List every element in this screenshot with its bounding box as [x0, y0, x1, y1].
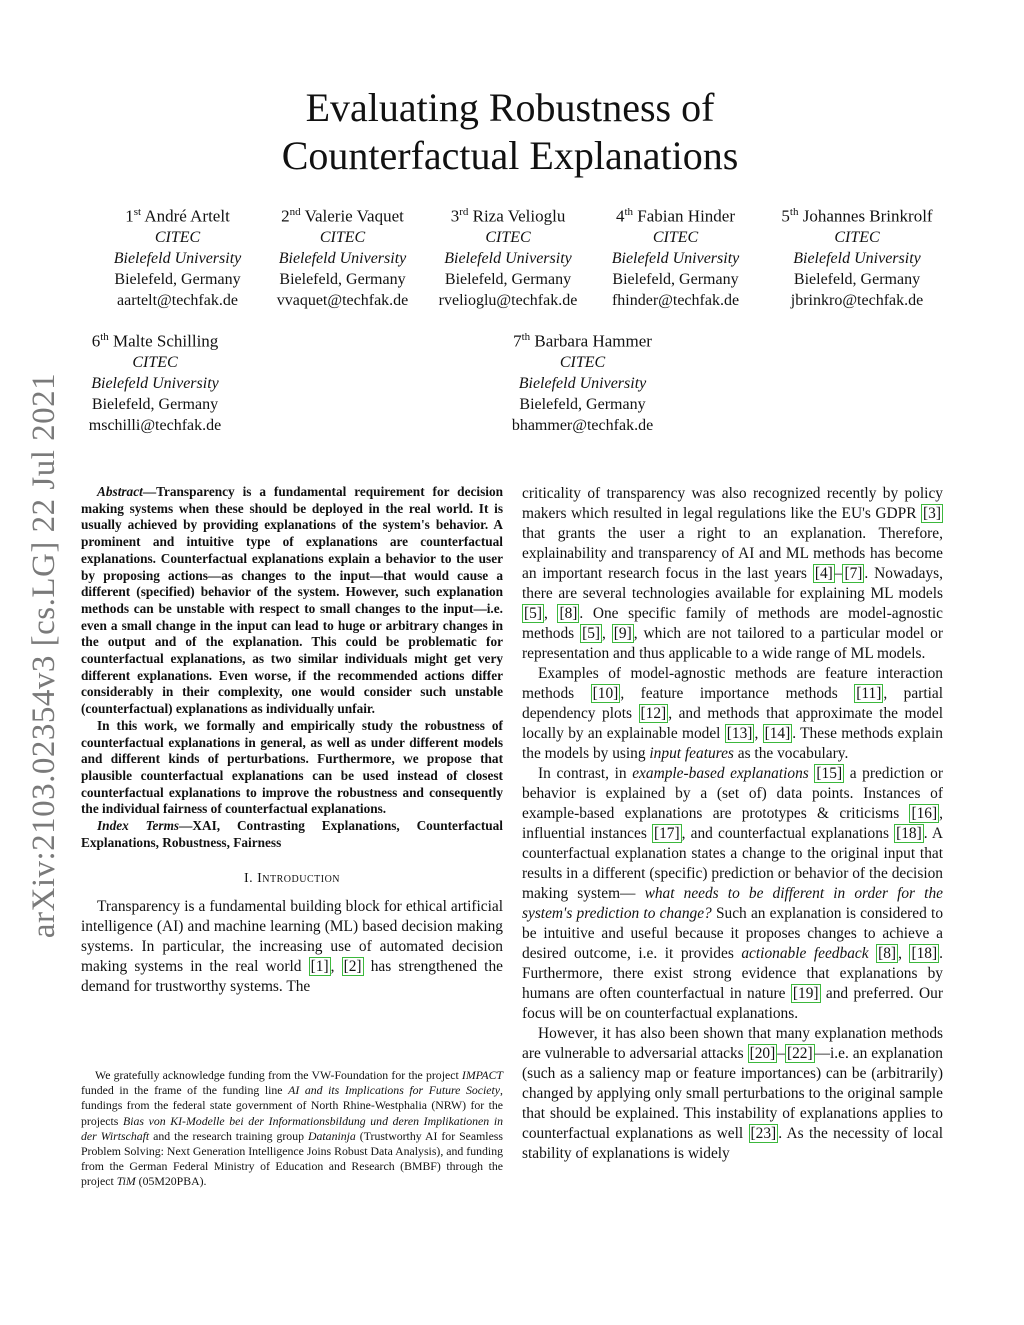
citation-link[interactable]: [11]	[856, 685, 882, 702]
abstract-paragraph-2	[81, 718, 503, 818]
author-location: Bielefeld, Germany	[612, 270, 739, 288]
abstract-paragraph	[81, 484, 503, 718]
abstract-label: Abstract	[97, 484, 143, 499]
author-org: CITEC	[132, 353, 178, 371]
author-block-2	[265, 202, 420, 311]
citation-link[interactable]: [3]	[923, 505, 941, 522]
author-university: Bielefeld University	[793, 249, 921, 267]
arxiv-stamp	[20, 370, 70, 940]
citation-link[interactable]: [1]	[310, 958, 329, 976]
paper-title	[160, 84, 860, 180]
citation-link[interactable]: [18]	[896, 825, 922, 842]
right-column	[522, 484, 943, 1164]
citation-link[interactable]: [14]	[764, 725, 791, 742]
author-name-line: 6th Malte Schilling	[91, 331, 219, 351]
section-title: Introduction	[257, 871, 341, 887]
author-block-4	[598, 202, 753, 311]
title-line-1: Evaluating Robustness of	[305, 85, 715, 130]
left-column	[81, 484, 503, 997]
author-email: rvelioglu@techfak.de	[438, 291, 578, 309]
citation-link[interactable]: [15]	[816, 765, 843, 782]
author-name: Johannes Brinkrolf	[802, 206, 933, 226]
author-name-line: 2nd Valerie Vaquet	[281, 206, 404, 226]
citation-link[interactable]: [17]	[653, 825, 680, 842]
author-org: CITEC	[319, 228, 366, 246]
abstract-text: —Transparency is a fundamental requirement for decision making systems when these should be deployed in the real world. It is usually achieved by providing explanations of the system's behavior. A prominent and intuitive type of explanations are counterfactual explanations. Counterfactual explanations explain a behavior to the user by proposing actions—as changes to the input—that would cause a different (specified) behavior of the system. However, such explanation methods can be unstable with respect to small changes to the input—i.e. even a small change in the input can lead to huge or arbitrary changes in the output and of the explanation. This could be problematic for counterfactual explanations, as two similar individuals might get very different explanations. Even worse, if the recommended actions differ considerably in their complexity, one would consider such unstable (counterfactual) explanations as individually unfair.	[81, 484, 503, 717]
citation-link[interactable]: [13]	[726, 725, 753, 742]
title-line-2: Counterfactual Explanations	[281, 133, 739, 178]
author-email: fhinder@techfak.de	[611, 291, 740, 309]
author-location: Bielefeld, Germany	[444, 270, 572, 288]
author-org: CITEC	[559, 353, 606, 371]
author-org: CITEC	[834, 228, 880, 246]
author-block-6	[75, 327, 235, 436]
author-university: Bielefeld University	[113, 249, 242, 267]
citation-link[interactable]: [18]	[911, 945, 938, 962]
author-location: Bielefeld, Germany	[114, 270, 241, 288]
author-name-line: 5th Johannes Brinkrolf	[781, 206, 933, 226]
abstract-text-2: In this work, we formally and empirically study the robustness of counterfactual explanations in general, as well as under different models and different kinds of perturbations. Furthermore, we propose that plausible counterfactual explanations can be used instead of closest counterfactual explanations to improve the robustness and consequently the individual fairness of counterfactual explanations.	[81, 717, 503, 817]
citation-link[interactable]: [23]	[750, 1125, 777, 1142]
citation-link[interactable]: [8]	[559, 605, 578, 622]
body-paragraph: Examples of model-agnostic methods are feature interaction methods [10] , feature importance methods [11] , partial dependency plots [12] , and methods that approximate the model locally by an explainable model [13] , [14] . These methods explain the models by using input features as the vocabulary.	[522, 665, 943, 762]
body-paragraph: In contrast, in example-based explanations [15] a prediction or behavior is explained by a (set of) data points. Instances of example-based explanations are prototypes & criticisms [16] , influential instances [17] , and counterfactual explanations [18] . A counterfactual explanation states a change to the original input that results in a different (specific) prediction or behavior of the decision making system— what needs to be different in order for the system's prediction to change? Such an explanation is considered to be intuitive and useful because it proposes changes to achieve a desired outcome, i.e. it provides actionable feedback [8] , [18] . Furthermore, there exist strong evidence that explanations by humans are often counterfactual in nature [19] and preferred. Our focus will be on counterfactual explanations.	[522, 765, 944, 1022]
author-location: Bielefeld, Germany	[519, 395, 646, 413]
body-paragraph: criticality of transparency was also recognized recently by policy makers which resulted in legal regulations like the EU's GDPR [3] that grants the user a right to an explanation. Therefore, explainability and transparency of AI and ML methods has become an important research focus in the last years [4] – [7] . Nowadays, there are several technologies available for explaining ML models [5] , [8] . One specific family of methods are model-agnostic methods [5] , [9] , which are not tailored to a particular model or representation and thus applicable to a wide range of ML models.	[522, 485, 943, 662]
author-email: aartelt@techfak.de	[117, 291, 238, 309]
author-block-5	[762, 202, 952, 311]
author-email: mschilli@techfak.de	[88, 416, 222, 434]
author-location: Bielefeld, Germany	[279, 270, 406, 288]
citation-link[interactable]: [5]	[524, 605, 542, 622]
author-location: Bielefeld, Germany	[91, 395, 219, 413]
author-email: bhammer@techfak.de	[511, 416, 654, 434]
citation-link[interactable]: [22]	[786, 1045, 813, 1062]
author-university: Bielefeld University	[91, 374, 219, 392]
author-university: Bielefeld University	[444, 249, 572, 267]
author-block-7	[500, 327, 665, 436]
author-name: Valerie Vaquet	[304, 206, 404, 226]
author-org: CITEC	[485, 228, 531, 246]
author-name: Barbara Hammer	[534, 331, 652, 351]
author-university: Bielefeld University	[611, 249, 740, 267]
author-block-3	[428, 202, 588, 311]
citation-link[interactable]: [2]	[343, 958, 362, 976]
author-name: Malte Schilling	[113, 331, 219, 351]
author-university: Bielefeld University	[278, 249, 407, 267]
index-terms-text: —XAI, Contrasting Explanations, Counterfactual Explanations, Robustness, Fairness	[81, 818, 503, 850]
section-number: I.	[243, 871, 254, 887]
section-heading-introduction	[81, 871, 503, 887]
author-name-line: 4th Fabian Hinder	[615, 206, 736, 226]
index-terms	[81, 818, 503, 851]
citation-link[interactable]: [16]	[911, 805, 938, 822]
citation-link[interactable]: [20]	[749, 1045, 776, 1062]
author-email: vvaquet@techfak.de	[276, 291, 409, 309]
author-org: CITEC	[154, 228, 201, 246]
author-org: CITEC	[652, 228, 699, 246]
author-email: jbrinkro@techfak.de	[790, 291, 924, 309]
author-name: Fabian Hinder	[637, 206, 736, 226]
arxiv-id: arXiv:2103.02354v3 [cs.LG] 22 Jul 2021	[26, 372, 63, 938]
index-terms-label: Index Terms	[97, 818, 180, 834]
funding-footnote: We gratefully acknowledge funding from the VW-Foundation for the project IMPACT funded in the frame of the funding line AI and its Implications for Future Society, fundings from the federal state government of North Rhine-Westphalia (NRW) for the projects Bias von KI-Modelle bei der Informationsbildung und deren Implikationen in der Wirtschaft and the research training group Dataninja (Trustworthy AI for Seamless Problem Solving: Next Generation Intelligence Joins Robust Data Analysis), and funding from the German Federal Ministry of Education and Research (BMBF) through the project TiM (05M20PBA).	[81, 1068, 503, 1189]
author-name: André Artelt	[144, 206, 230, 226]
author-name-line: 3rd Riza Velioglu	[450, 206, 566, 226]
author-name-line: 1st André Artelt	[125, 206, 230, 226]
author-university: Bielefeld University	[518, 374, 647, 392]
citation-link[interactable]: [10]	[592, 685, 619, 702]
citation-link[interactable]: [5]	[582, 625, 601, 642]
citation-link[interactable]: [4]	[814, 565, 833, 582]
citation-link[interactable]: [12]	[640, 705, 667, 722]
body-paragraph: However, it has also been shown that many explanation methods are vulnerable to adversarial attacks [20] – [22] —i.e. an explanation (such as a saliency map or feature importances) can be (arbitrarily) changed by applying only small perturbations to the original sample that should be explained. This instability of explanations applies to counterfactual explanations as well [23] . As the necessity of local stability of explanations is widely	[522, 1025, 944, 1162]
intro-paragraph: Transparency is a fundamental building block for ethical artificial intelligence (AI) and machine learning (ML) based decision making systems. In particular, the increasing use of automated decision making systems in the real world [1] , [2] has strengthened the demand for trustworthy systems. The	[81, 898, 503, 996]
citation-link[interactable]: [8]	[878, 945, 897, 962]
author-name: Riza Velioglu	[472, 206, 566, 226]
author-block-1	[100, 202, 255, 311]
citation-link[interactable]: [9]	[613, 625, 632, 642]
citation-link[interactable]: [19]	[792, 985, 819, 1002]
author-name-line: 7th Barbara Hammer	[513, 331, 652, 351]
author-location: Bielefeld, Germany	[793, 270, 921, 288]
citation-link[interactable]: [7]	[844, 565, 863, 582]
